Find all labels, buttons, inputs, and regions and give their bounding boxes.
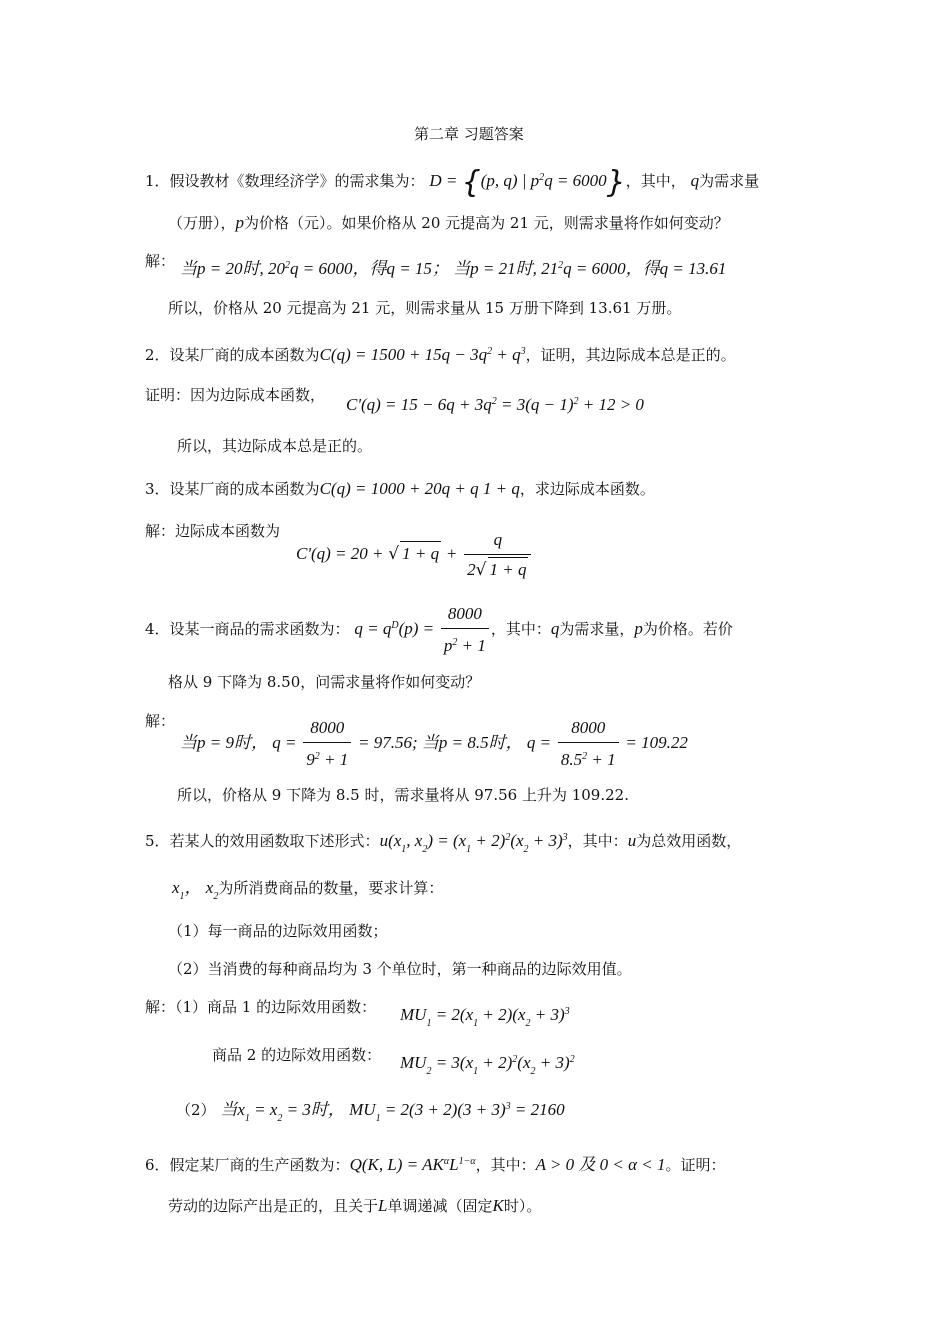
- question-text: 假定某厂商的生产函数为：: [169, 1156, 350, 1174]
- solution-label: 解：: [145, 252, 176, 270]
- problem-6-question-cont: 劳动的边际产出是正的，且关于L单调递减（固定K时）。: [168, 1196, 542, 1215]
- question-text: ，其中，: [625, 172, 686, 190]
- formula-mu1: $MU_1 = 2(x_1 + 2)(x_2 + 3)^3$: [400, 1005, 570, 1029]
- problem-5-solution-1: [145, 997, 376, 1017]
- solution-label: 解：: [145, 712, 176, 730]
- formula-demand-set: D = {(p, q) | $p^2q = 6000$}: [429, 165, 626, 200]
- problem-2-question: [145, 342, 736, 365]
- question-text: 若某人的效用函数取下述形式：: [169, 832, 380, 850]
- formula-cost-function: $C(q) = 1500 + 15q - 3q^2 + q^3$: [319, 345, 526, 364]
- solution-label: 解：边际成本函数为: [145, 522, 281, 540]
- question-text: 。证明：: [665, 1156, 726, 1174]
- page-title: 第二章 习题答案: [414, 125, 524, 143]
- problem-5-item-1: （1）每一商品的边际效用函数；: [168, 922, 388, 940]
- proof-label: 证明：因为边际成本函数，: [145, 386, 326, 404]
- problem-1-conclusion: 所以，价格从 20 元提高为 21 元，则需求量从 15 万册下降到 13.61 万册。: [168, 299, 682, 317]
- problem-5-goods-2: 商品 2 的边际效用函数：: [212, 1046, 382, 1064]
- problem-number: 1．: [145, 172, 170, 190]
- formula-cost-function: C(q) = 1000 + 20q + q 1 + q: [319, 479, 520, 498]
- problem-3-question: [145, 479, 655, 499]
- question-text: 假设教材《数理经济学》的需求集为：: [169, 172, 425, 190]
- formula-production: Q(K, $L) = AK^\alpha L^{1-\alpha}$: [349, 1155, 476, 1174]
- question-text: 为价格。若价: [642, 620, 733, 638]
- question-text: ，求边际成本函数。: [519, 480, 655, 498]
- question-text: 为需求量: [699, 172, 760, 190]
- question-text: ，其中：: [567, 832, 628, 850]
- question-text: 劳动的边际产出是正的，且关于: [168, 1197, 379, 1215]
- problem-4-question: 4．设某一商品的需求函数为： $q = q^D(p)$ = $\frac{8000}{p^2 + 1}$ ，其中：q为需求量，p为价格。若价: [145, 602, 733, 658]
- problem-5-question: 5．若某人的效用函数取下述形式：$u(x_1$, $x_2) = (x_1 + 2)^2(x_2 + 3)^3$，其中：u为总效用函数，: [145, 831, 742, 855]
- problem-5-item-2: （2）当消费的每种商品均为 3 个单位时，第一种商品的边际效用值。: [168, 960, 632, 978]
- problem-2-conclusion: 所以，其边际成本总是正的。: [177, 437, 373, 455]
- problem-5-solution-2: （2） 当$x_1 = x_2 = 3$时， $MU_1 = 2(3 + 2)(3 + 3)^3 = 2160$: [176, 1100, 565, 1124]
- question-text: 设某厂商的成本函数为: [169, 346, 320, 364]
- question-text: 时）。: [503, 1197, 542, 1215]
- problem-6-question: 6．假定某厂商的生产函数为：Q(K, $L) = AK^\alpha L^{1-\alpha}$，其中：A > 0 及 0 < α < 1。证明：: [145, 1155, 726, 1174]
- problem-number: 5．: [145, 832, 170, 850]
- problem-4-solution: 当p = 9时， q = $\frac{8000}{9^2 + 1}$ = 97.56; 当p = 8.5时， q = $\frac{8000}{8.5^2 + 1}$ = 109.22: [180, 716, 688, 772]
- problem-1-question-cont: （万册），p为价格（元）。如果价格从 20 元提高为 21 元，则需求量将作如何变动？: [168, 213, 729, 232]
- question-text: 为需求量，: [559, 620, 635, 638]
- problem-3-solution: C'(q) = 20 + √ 1 + q + $\frac{q}{2√ 1 + q}$: [296, 528, 533, 582]
- problem-number: 3．: [145, 480, 170, 498]
- problem-4-conclusion: 所以，价格从 9 下降为 8.5 时，需求量将从 97.56 上升为 109.22.: [177, 786, 629, 804]
- problem-1-question: 1．假设教材《数理经济学》的需求集为： D = {(p, q) | $p^2q = 6000$}，其中， q为需求量: [145, 165, 760, 200]
- question-text: ，其中：: [475, 1156, 536, 1174]
- formula-utility: $u(x_1$, $x_2) = (x_1 + 2)^2(x_2 + 3)^3$: [379, 831, 568, 855]
- question-text: ，证明，其边际成本总是正的。: [525, 346, 736, 364]
- question-text: 为所消费商品的数量，要求计算：: [218, 879, 444, 897]
- question-text: （万册），: [168, 214, 236, 232]
- problem-number: 6．: [145, 1156, 170, 1174]
- question-text: 为总效用函数，: [636, 832, 742, 850]
- question-text: 设某厂商的成本函数为: [169, 480, 320, 498]
- question-text: ，其中：: [490, 620, 551, 638]
- problem-number: 4．: [145, 620, 170, 638]
- problem-1-solution: 当p = 20时, $20^2q = 6000$，得q = 15； 当p = 21时, $21^2q = 6000$，得q = 13.61: [180, 259, 727, 278]
- question-text: 设某一商品的需求函数为：: [169, 620, 350, 638]
- problem-2-proof: $C'(q) = 15 - 6q + 3q^2 = 3(q - 1)^2 + 12 > 0$: [346, 395, 644, 414]
- question-text: 为价格（元）。如果价格从 20 元提高为 21 元，则需求量将作如何变动？: [244, 214, 729, 232]
- formula-mu2: $MU_2 = 3(x_1 + 2)^2(x_2 + 3)^2$: [400, 1053, 575, 1077]
- problem-4-question-cont: 格从 9 下降为 8.50，问需求量将作如何变动？: [168, 673, 481, 691]
- problem-5-question-cont: $x_1$， $x_2$为所消费商品的数量，要求计算：: [172, 878, 444, 902]
- problem-number: 2．: [145, 346, 170, 364]
- question-text: 单调递减（固定: [387, 1197, 493, 1215]
- solution-label: 解：（1）商品 1 的边际效用函数：: [145, 998, 377, 1016]
